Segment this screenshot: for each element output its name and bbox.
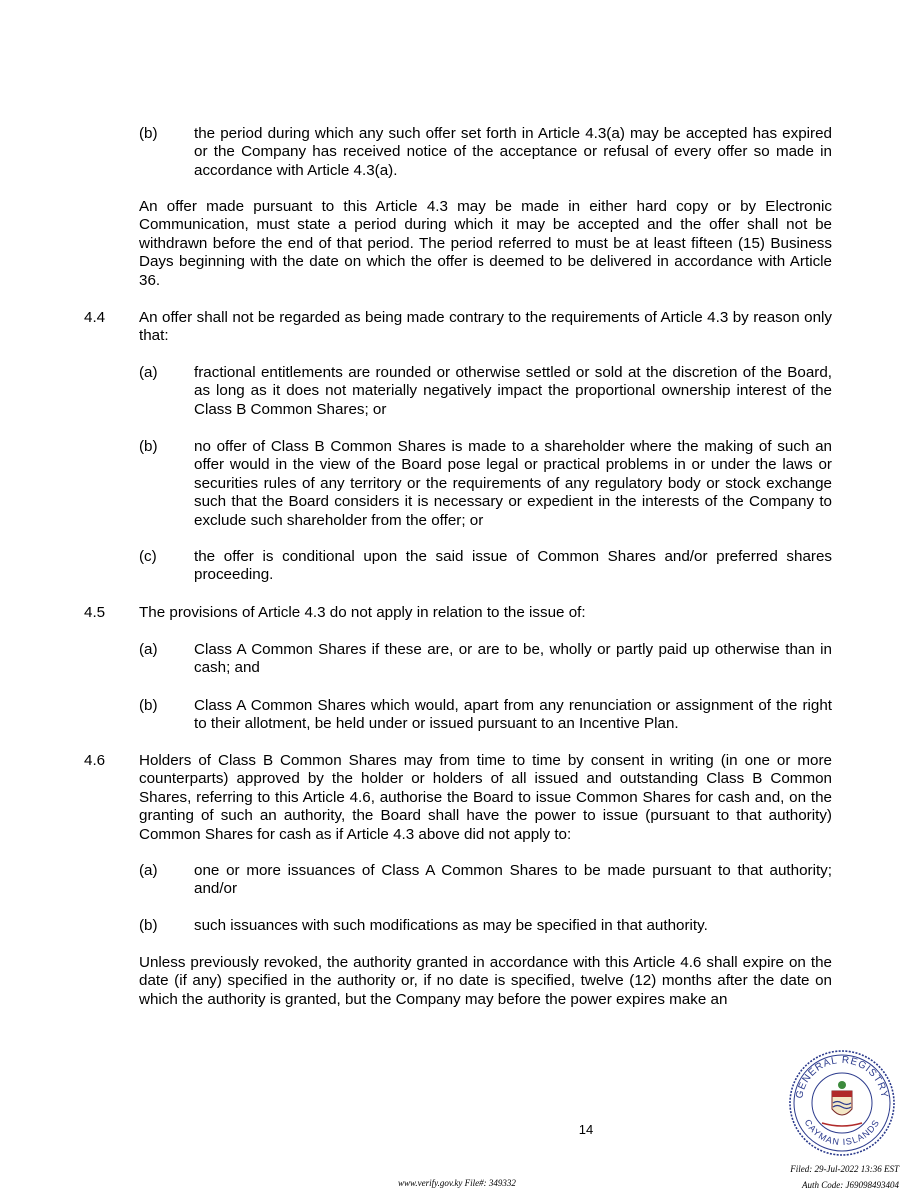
paragraph: The provisions of Article 4.3 do not apply in relation to the issue of: [139,604,586,621]
paragraph: one or more issuances of Class A Common Shares to be made pursuant to that authority; and/or [194,862,832,898]
paragraph: An offer shall not be regarded as being made contrary to the requirements of Article 4.3 by reason only that: [139,309,832,345]
section-number: 4.5 [84,604,106,621]
item-label: (b) [139,125,158,142]
paragraph: the offer is conditional upon the said issue of Common Shares and/or preferred shares proceeding. [194,548,832,584]
registry-seal-icon [788,1049,896,1157]
section-number: 4.4 [84,309,106,326]
filed-date: Filed: 29-Jul-2022 13:36 EST [790,1164,899,1174]
page-number: 14 [578,1122,594,1137]
paragraph: An offer made pursuant to this Article 4.3 may be made in either hard copy or by Electronic Communication, must state a period during which it may be accepted and the offer shall not be withdrawn before the end of that period. The period referred to must be at least fifteen (15) Business Days beginning with the date on which the offer is deemed to be delivered in accordance with Article 36. [139,198,832,289]
item-label: (a) [139,364,158,381]
paragraph: such issuances with such modifications as may be specified in that authority. [194,917,708,934]
paragraph: Class A Common Shares which would, apart from any renunciation or assignment of the right to their allotment, be held under or issued pursuant to an Incentive Plan. [194,697,832,733]
item-label: (b) [139,917,158,934]
auth-code: Auth Code: J69098493404 [802,1180,899,1190]
item-label: (a) [139,862,158,879]
paragraph: the period during which any such offer set forth in Article 4.3(a) may be accepted has expired or the Company has received notice of the acceptance or refusal of every offer so made in accordance with Article 4.3(a). [194,125,832,179]
seal-bottom-text: CAYMAN ISLANDS [802,1117,882,1148]
item-label: (b) [139,697,158,714]
paragraph: no offer of Class B Common Shares is made to a shareholder where the making of such an offer would in the view of the Board pose legal or practical problems in or under the laws or securities rules of any territory or the requirements of any regulatory body or stock exchange such that the Board considers it is necessary or expedient in the interests of the Company to exclude such shareholder from the offer; or [194,438,832,529]
item-label: (c) [139,548,157,565]
item-label: (a) [139,641,158,658]
paragraph: Class A Common Shares if these are, or are to be, wholly or partly paid up otherwise than in cash; and [194,641,832,677]
paragraph: Unless previously revoked, the authority granted in accordance with this Article 4.6 shall expire on the date (if any) specified in the authority or, if no date is specified, twelve (12) months after the date on which the authority is granted, but the Company may before the power expires make an [139,954,832,1008]
paragraph: fractional entitlements are rounded or otherwise settled or sold at the discretion of the Board, as long as it does not materially negatively impact the proportional ownership interest of the Class B Common Shares; or [194,364,832,418]
filing-stamp [790,1161,899,1193]
item-label: (b) [139,438,158,455]
section-number: 4.6 [84,752,106,769]
seal-top-text: GENERAL REGISTRY [794,1054,890,1100]
paragraph: Holders of Class B Common Shares may from time to time by consent in writing (in one or more counterparts) approved by the holder or holders of all issued and outstanding Class B Common Shares, referring to this Article 4.6, authorise the Board to issue Common Shares for cash and, on the granting of such an authority, the Board shall have the power to issue (pursuant to that authority) Common Shares for cash as if Article 4.3 above did not apply to: [139,752,832,843]
footer-url: www.verify.gov.ky File#: 349332 [398,1178,516,1188]
